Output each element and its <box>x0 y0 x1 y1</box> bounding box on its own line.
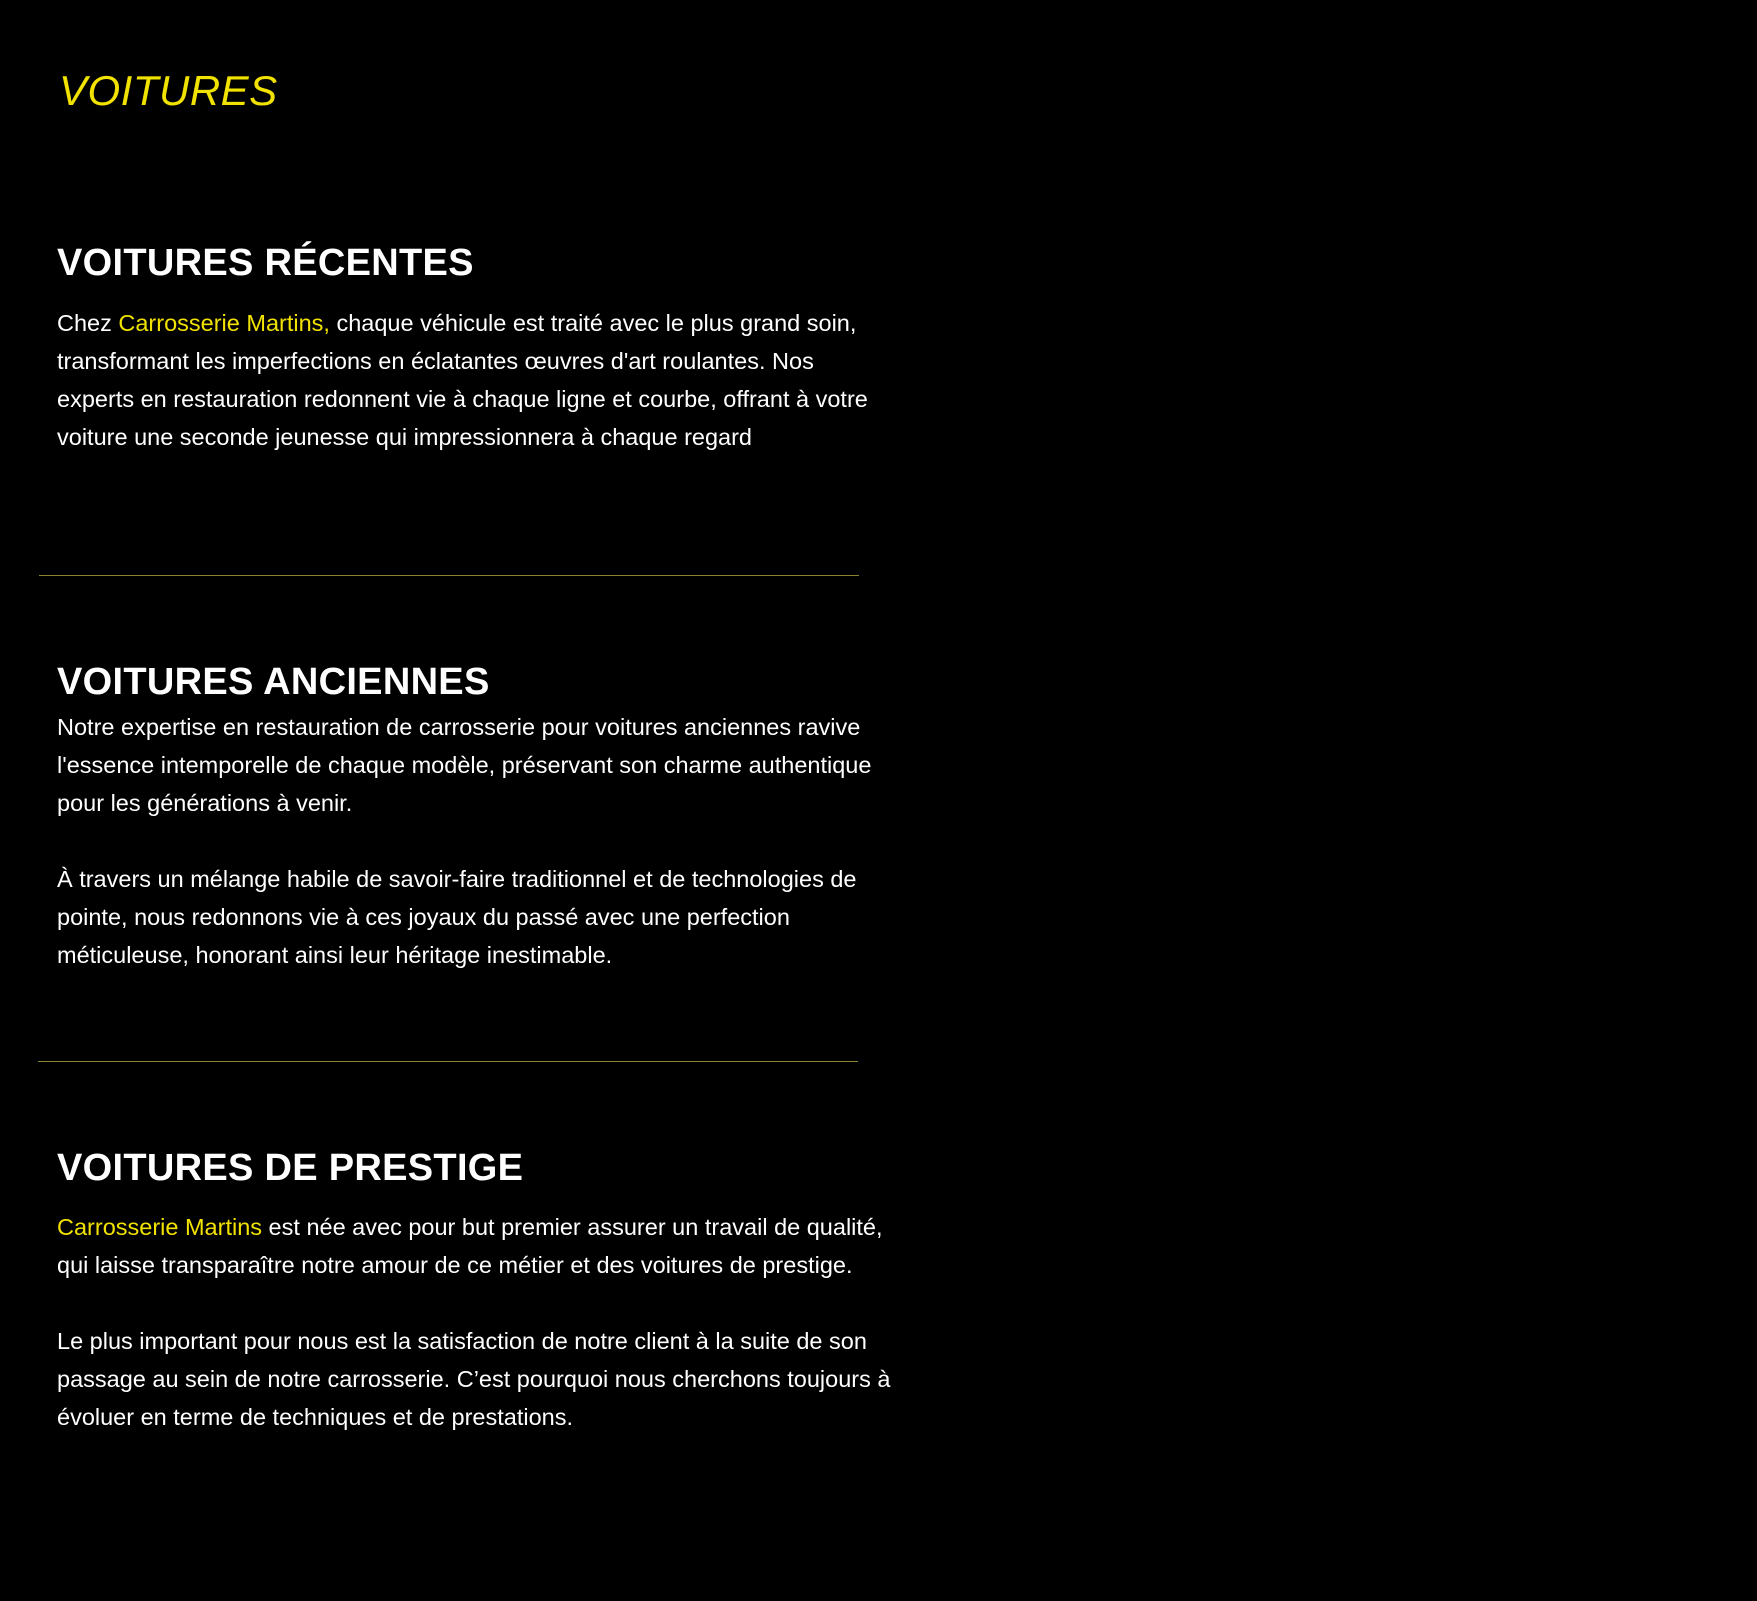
brand-name-highlight: Carrosserie Martins <box>57 1214 263 1240</box>
paragraph-text: chaque véhicule est traité avec le plus grand soin, transformant les imperfections en éclatantes œuvres d'art roulantes. Nos experts en restauration redonnent vie à chaque ligne et courbe, offrant à votre voiture une seconde jeunesse qui impressionnera à chaque regard <box>57 310 868 450</box>
section-voitures-anciennes <box>57 659 897 974</box>
paragraph-text: est née avec pour but premier assurer un travail de qualité, qui laisse transparaître notre amour de ce métier et des voitures de prestige. <box>57 1214 883 1278</box>
brand-name-highlight: Carrosserie Martins, <box>118 310 330 336</box>
section-paragraph-anciennes-2: À travers un mélange habile de savoir-faire traditionnel et de technologies de pointe, nous redonnons vie à ces joyaux du passé avec une perfection méticuleuse, honorant ainsi leur héritage inestimable. <box>57 866 857 968</box>
section-heading-anciennes: VOITURES ANCIENNES <box>57 661 490 703</box>
page-title: VOITURES <box>59 67 278 114</box>
section-heading-recentes: VOITURES RÉCENTES <box>57 242 474 284</box>
section-heading-prestige: VOITURES DE PRESTIGE <box>57 1147 524 1189</box>
section-paragraph-prestige-2: Le plus important pour nous est la satisfaction de notre client à la suite de son passage au sein de notre carrosserie. C’est pourquoi nous cherchons toujours à évoluer en terme de techniques et de prestations. <box>57 1328 891 1430</box>
section-divider <box>38 1061 858 1062</box>
paragraph-text: Chez <box>57 310 119 336</box>
section-paragraph-anciennes-1: Notre expertise en restauration de carrosserie pour voitures anciennes ravive l'essence intemporelle de chaque modèle, préservant son charme authentique pour les générations à venir. <box>57 714 872 816</box>
section-divider <box>39 575 859 576</box>
section-voitures-recentes <box>57 240 897 456</box>
section-voitures-prestige <box>57 1145 897 1436</box>
section-paragraph-prestige-1 <box>57 1208 897 1284</box>
section-paragraph-recentes <box>57 304 897 456</box>
